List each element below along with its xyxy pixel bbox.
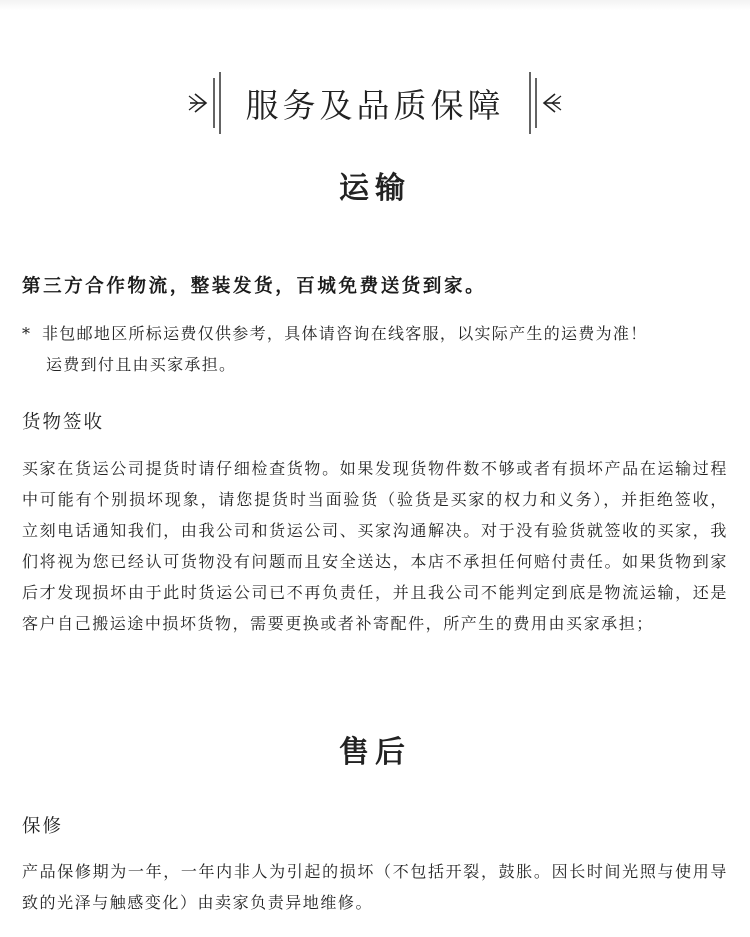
receipt-heading: 货物签收 [22, 412, 105, 433]
top-divider [0, 0, 750, 10]
note-asterisk: * [22, 324, 32, 343]
section-banner [0, 72, 750, 134]
note-line-1: 非包邮地区所标运费仅供参考，具体请咨询在线客服，以实际产生的运费为准！ [42, 324, 648, 343]
warranty-subheading: 保修 [22, 816, 64, 837]
receipt-body: 买家在货运公司提货时请仔细检查货物。如果发现货物件数不够或者有损坏产品在运输过程中可能有个别损坏现象，请您提货时当面验货（验货是买家的权力和义务），并拒绝签收，立刻电话通知我们，由我公司和货运公司、买家沟通解决。对于没有验货就签收的买家，我们将视为您已经认可货物没有问题而且安全送达，本店不承担任何赔付责任。如果货物到家后才发现损坏由于此时货运公司已不再负责任，并且我公司不能判定到底是物流运输，还是客户自己搬运途中损坏货物，需要更换或者补寄配件，所产生的费用由买家承担； [22, 459, 728, 633]
shipping-note [22, 318, 732, 380]
warranty-body: 产品保修期为一年，一年内非人为引起的损坏（不包括开裂，鼓胀。因长时间光照与使用导致的光泽与触感变化）由卖家负责异地维修。 [22, 862, 728, 912]
shipping-lead: 第三方合作物流，整装发货，百城免费送货到家。 [22, 276, 487, 297]
banner-title: 服务及品质保障 [245, 86, 505, 125]
shipping-heading: 运输 [339, 171, 411, 206]
right-ornament-icon [504, 72, 574, 134]
note-line-2: 运费到付且由买家承担。 [46, 355, 237, 374]
aftersale-heading: 售后 [339, 735, 411, 770]
